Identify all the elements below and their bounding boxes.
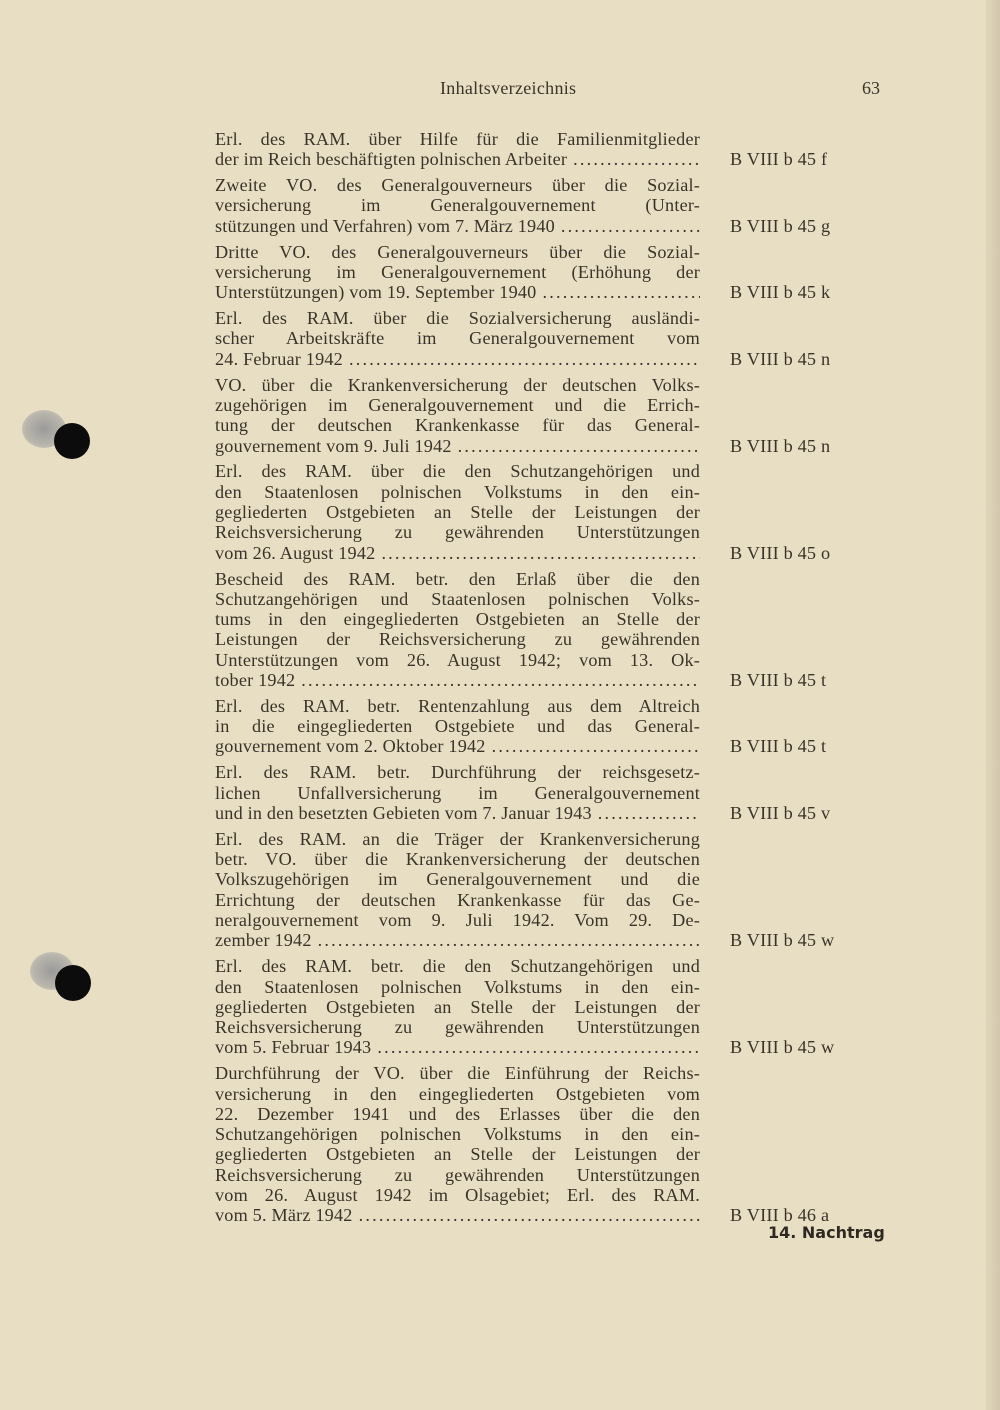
toc-entry — [215, 762, 855, 823]
entry-line — [215, 149, 828, 170]
entry-line: Schutzangehörigen und Staatenlosen polnischen Volks- — [215, 588, 700, 609]
entry-text: vom 5. März 1942 — [215, 1205, 353, 1226]
dot-leader — [561, 216, 700, 236]
entry-line: Reichsversicherung zu gewährenden Unterstützungen — [215, 1164, 700, 1185]
entry-line: Volkszugehörigen im Generalgouvernement und die — [215, 869, 700, 890]
supplement-label: 14. Nachtrag — [768, 1223, 885, 1242]
entry-line — [215, 435, 831, 456]
entry-reference: B VIII b 45 t — [730, 736, 827, 757]
toc-entry — [215, 829, 855, 951]
entry-line: den Staatenlosen polnischen Volkstums in den ein- — [215, 976, 700, 997]
toc-entry — [215, 461, 855, 562]
entry-text: Unterstützungen) vom 19. September 1940 — [215, 282, 537, 303]
entry-line: versicherung im Generalgouvernement (Erhöhung der — [215, 261, 700, 282]
entry-line: Schutzangehörigen polnischen Volkstums in den ein- — [215, 1124, 700, 1145]
entry-line: den Staatenlosen polnischen Volkstums in den ein- — [215, 481, 700, 502]
entry-text: und in den besetzten Gebieten vom 7. Januar 1943 — [215, 802, 592, 823]
dot-leader — [573, 149, 700, 169]
entry-line — [215, 930, 835, 951]
entry-line: lichen Unfallversicherung im Generalgouvernement — [215, 782, 700, 803]
entry-reference: B VIII b 45 n — [730, 348, 831, 369]
toc-entry — [215, 1063, 855, 1225]
entry-reference: B VIII b 45 w — [730, 1037, 835, 1058]
entry-line: vom 26. August 1942 im Olsagebiet; Erl. des RAM. — [215, 1185, 700, 1206]
entry-line — [215, 802, 831, 823]
toc-entry — [215, 129, 855, 170]
entry-text: gouvernement vom 9. Juli 1942 — [215, 435, 452, 456]
dot-leader — [349, 349, 700, 369]
dot-leader — [458, 436, 700, 456]
entry-line: versicherung in den eingegliederten Ostgebieten vom — [215, 1083, 700, 1104]
entry-line: Erl. des RAM. betr. Rentenzahlung aus dem Altreich — [215, 695, 700, 716]
entry-line: gegliederten Ostgebieten an Stelle der Leistungen der — [215, 502, 700, 523]
entry-line: gegliederten Ostgebieten an Stelle der Leistungen der — [215, 996, 700, 1017]
table-of-contents — [215, 129, 855, 1231]
entry-line: Erl. des RAM. über Hilfe für die Familienmitglieder — [215, 129, 700, 149]
entry-line — [215, 215, 831, 236]
entry-text: zember 1942 — [215, 930, 312, 951]
entry-line: Erl. des RAM. über die Sozialversicherung ausländi- — [215, 308, 700, 329]
entry-text: vom 5. Februar 1943 — [215, 1037, 372, 1058]
entry-line: Dritte VO. des Generalgouverneurs über die Sozial- — [215, 241, 700, 262]
toc-entry — [215, 242, 855, 303]
entry-text: stützungen und Verfahren) vom 7. März 1940 — [215, 215, 555, 236]
entry-line: Reichsversicherung zu gewährenden Unterstützungen — [215, 522, 700, 543]
entry-line: Errichtung der deutschen Krankenkasse für das Ge- — [215, 889, 700, 910]
entry-line: versicherung im Generalgouvernement (Unter- — [215, 195, 700, 216]
entry-line — [215, 736, 827, 757]
entry-line: zugehörigen im Generalgouvernement und die Errich- — [215, 394, 700, 415]
page-edge — [986, 0, 1000, 1410]
toc-entry — [215, 375, 855, 456]
dot-leader — [492, 736, 700, 756]
entry-reference: B VIII b 45 v — [730, 802, 831, 823]
dot-leader — [542, 282, 700, 302]
entry-line: betr. VO. über die Krankenversicherung der deutschen — [215, 849, 700, 870]
page-number: 63 — [862, 78, 880, 98]
entry-text: tober 1942 — [215, 669, 296, 690]
entry-line: Erl. des RAM. über die den Schutzangehörigen und — [215, 461, 700, 482]
toc-entry — [215, 956, 855, 1057]
toc-entry — [215, 569, 855, 691]
dot-leader — [381, 543, 700, 563]
entry-line: Unterstützungen vom 26. August 1942; vom 13. Ok- — [215, 649, 700, 670]
entry-line: Erl. des RAM. an die Träger der Krankenversicherung — [215, 828, 700, 849]
entry-line: Zweite VO. des Generalgouverneurs über die Sozial- — [215, 175, 700, 196]
entry-reference: B VIII b 45 g — [730, 215, 831, 236]
entry-line: scher Arbeitskräfte im Generalgouvernement vom — [215, 328, 700, 349]
entry-line: Bescheid des RAM. betr. den Erlaß über die den — [215, 568, 700, 589]
entry-line: tung der deutschen Krankenkasse für das General- — [215, 415, 700, 436]
entry-reference: B VIII b 45 o — [730, 542, 831, 563]
dot-leader — [318, 930, 700, 950]
entry-text: der im Reich beschäftigten polnischen Arbeiter — [215, 149, 568, 170]
entry-line: VO. über die Krankenversicherung der deutschen Volks- — [215, 374, 700, 395]
running-header: Inhaltsverzeichnis — [440, 78, 577, 98]
entry-line: Erl. des RAM. betr. Durchführung der reichsgesetz- — [215, 762, 700, 783]
entry-line: Reichsversicherung zu gewährenden Unterstützungen — [215, 1017, 700, 1038]
punch-hole — [55, 965, 91, 1001]
entry-line: Leistungen der Reichsversicherung zu gewährenden — [215, 629, 700, 650]
entry-line — [215, 1037, 835, 1058]
entry-line: in die eingegliederten Ostgebiete und das General- — [215, 716, 700, 737]
entry-text: vom 26. August 1942 — [215, 542, 376, 563]
entry-line — [215, 282, 831, 303]
toc-entry — [215, 175, 855, 236]
dot-leader — [598, 803, 700, 823]
entry-line: tums in den eingegliederten Ostgebieten an Stelle der — [215, 609, 700, 630]
toc-entry — [215, 308, 855, 369]
toc-entry — [215, 696, 855, 757]
entry-line — [215, 1205, 830, 1226]
entry-line: neralgouvernement vom 9. Juli 1942. Vom 29. De- — [215, 910, 700, 931]
entry-line: Erl. des RAM. betr. die den Schutzangehörigen und — [215, 956, 700, 977]
entry-text: 24. Februar 1942 — [215, 348, 343, 369]
dot-leader — [377, 1037, 700, 1057]
entry-line — [215, 669, 827, 690]
dot-leader — [359, 1205, 700, 1225]
entry-text: gouvernement vom 2. Oktober 1942 — [215, 736, 486, 757]
entry-reference: B VIII b 45 f — [730, 149, 828, 170]
entry-reference: B VIII b 45 k — [730, 282, 831, 303]
entry-reference: B VIII b 45 t — [730, 669, 827, 690]
entry-line: 22. Dezember 1941 und des Erlasses über die den — [215, 1103, 700, 1124]
entry-line — [215, 542, 831, 563]
dot-leader — [301, 670, 700, 690]
entry-line — [215, 348, 831, 369]
entry-line: Durchführung der VO. über die Einführung der Reichs- — [215, 1063, 700, 1084]
punch-hole — [54, 423, 90, 459]
entry-reference: B VIII b 45 w — [730, 930, 835, 951]
entry-line: gegliederten Ostgebieten an Stelle der Leistungen der — [215, 1144, 700, 1165]
entry-reference: B VIII b 46 a — [730, 1205, 830, 1226]
entry-reference: B VIII b 45 n — [730, 435, 831, 456]
